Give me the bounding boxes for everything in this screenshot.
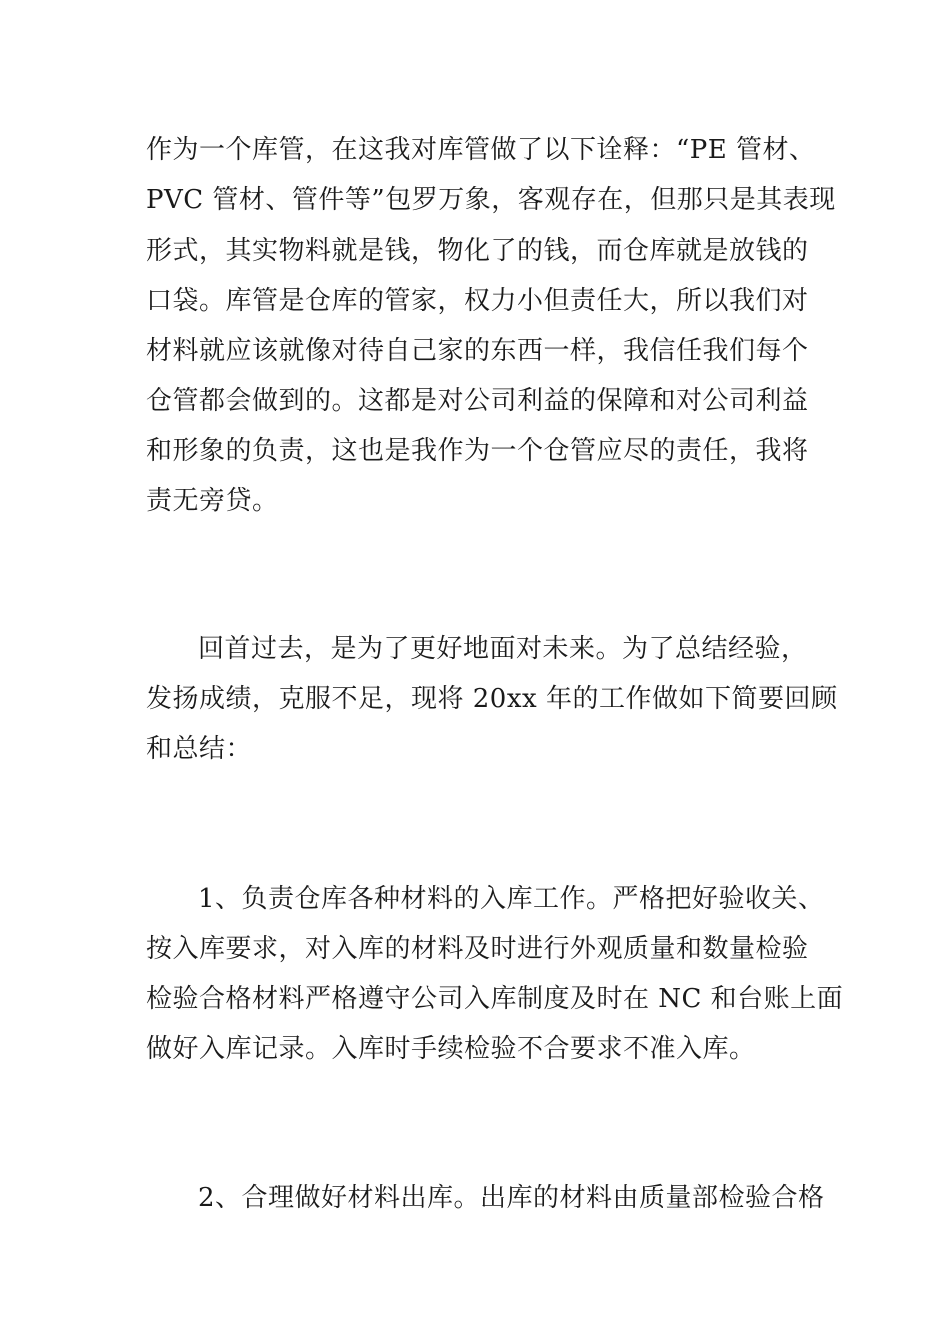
text-line: 作为一个库管，在这我对库管做了以下诠释：“PE 管材、 — [146, 135, 816, 165]
text-line: PVC 管材、管件等”包罗万象，客观存在，但那只是其表现 — [146, 185, 836, 215]
text-line: 1、负责仓库各种材料的入库工作。严格把好验收关、 — [198, 884, 825, 914]
text-line: 责无旁贷。 — [146, 486, 279, 516]
text-line: 2、合理做好材料出库。出库的材料由质量部检验合格 — [198, 1183, 825, 1213]
text-line: 做好入库记录。入库时手续检验不合要求不准入库。 — [146, 1034, 756, 1064]
text-line: 和形象的负责，这也是我作为一个仓管应尽的责任，我将 — [146, 436, 809, 466]
text-line: 检验合格材料严格遵守公司入库制度及时在 NC 和台账上面 — [146, 984, 844, 1014]
text-line: 回首过去，是为了更好地面对未来。为了总结经验， — [198, 634, 808, 664]
text-line: 形式，其实物料就是钱，物化了的钱，而仓库就是放钱的 — [146, 236, 809, 266]
text-line: 按入库要求，对入库的材料及时进行外观质量和数量检验 — [146, 934, 809, 964]
text-line: 口袋。库管是仓库的管家，权力小但责任大，所以我们对 — [146, 286, 809, 316]
text-line: 和总结： — [146, 734, 253, 764]
text-line: 材料就应该就像对待自己家的东西一样，我信任我们每个 — [146, 336, 809, 366]
text-line: 发扬成绩，克服不足，现将 20xx 年的工作做如下简要回顾 — [146, 684, 838, 714]
text-line: 仓管都会做到的。这都是对公司利益的保障和对公司利益 — [146, 386, 809, 416]
